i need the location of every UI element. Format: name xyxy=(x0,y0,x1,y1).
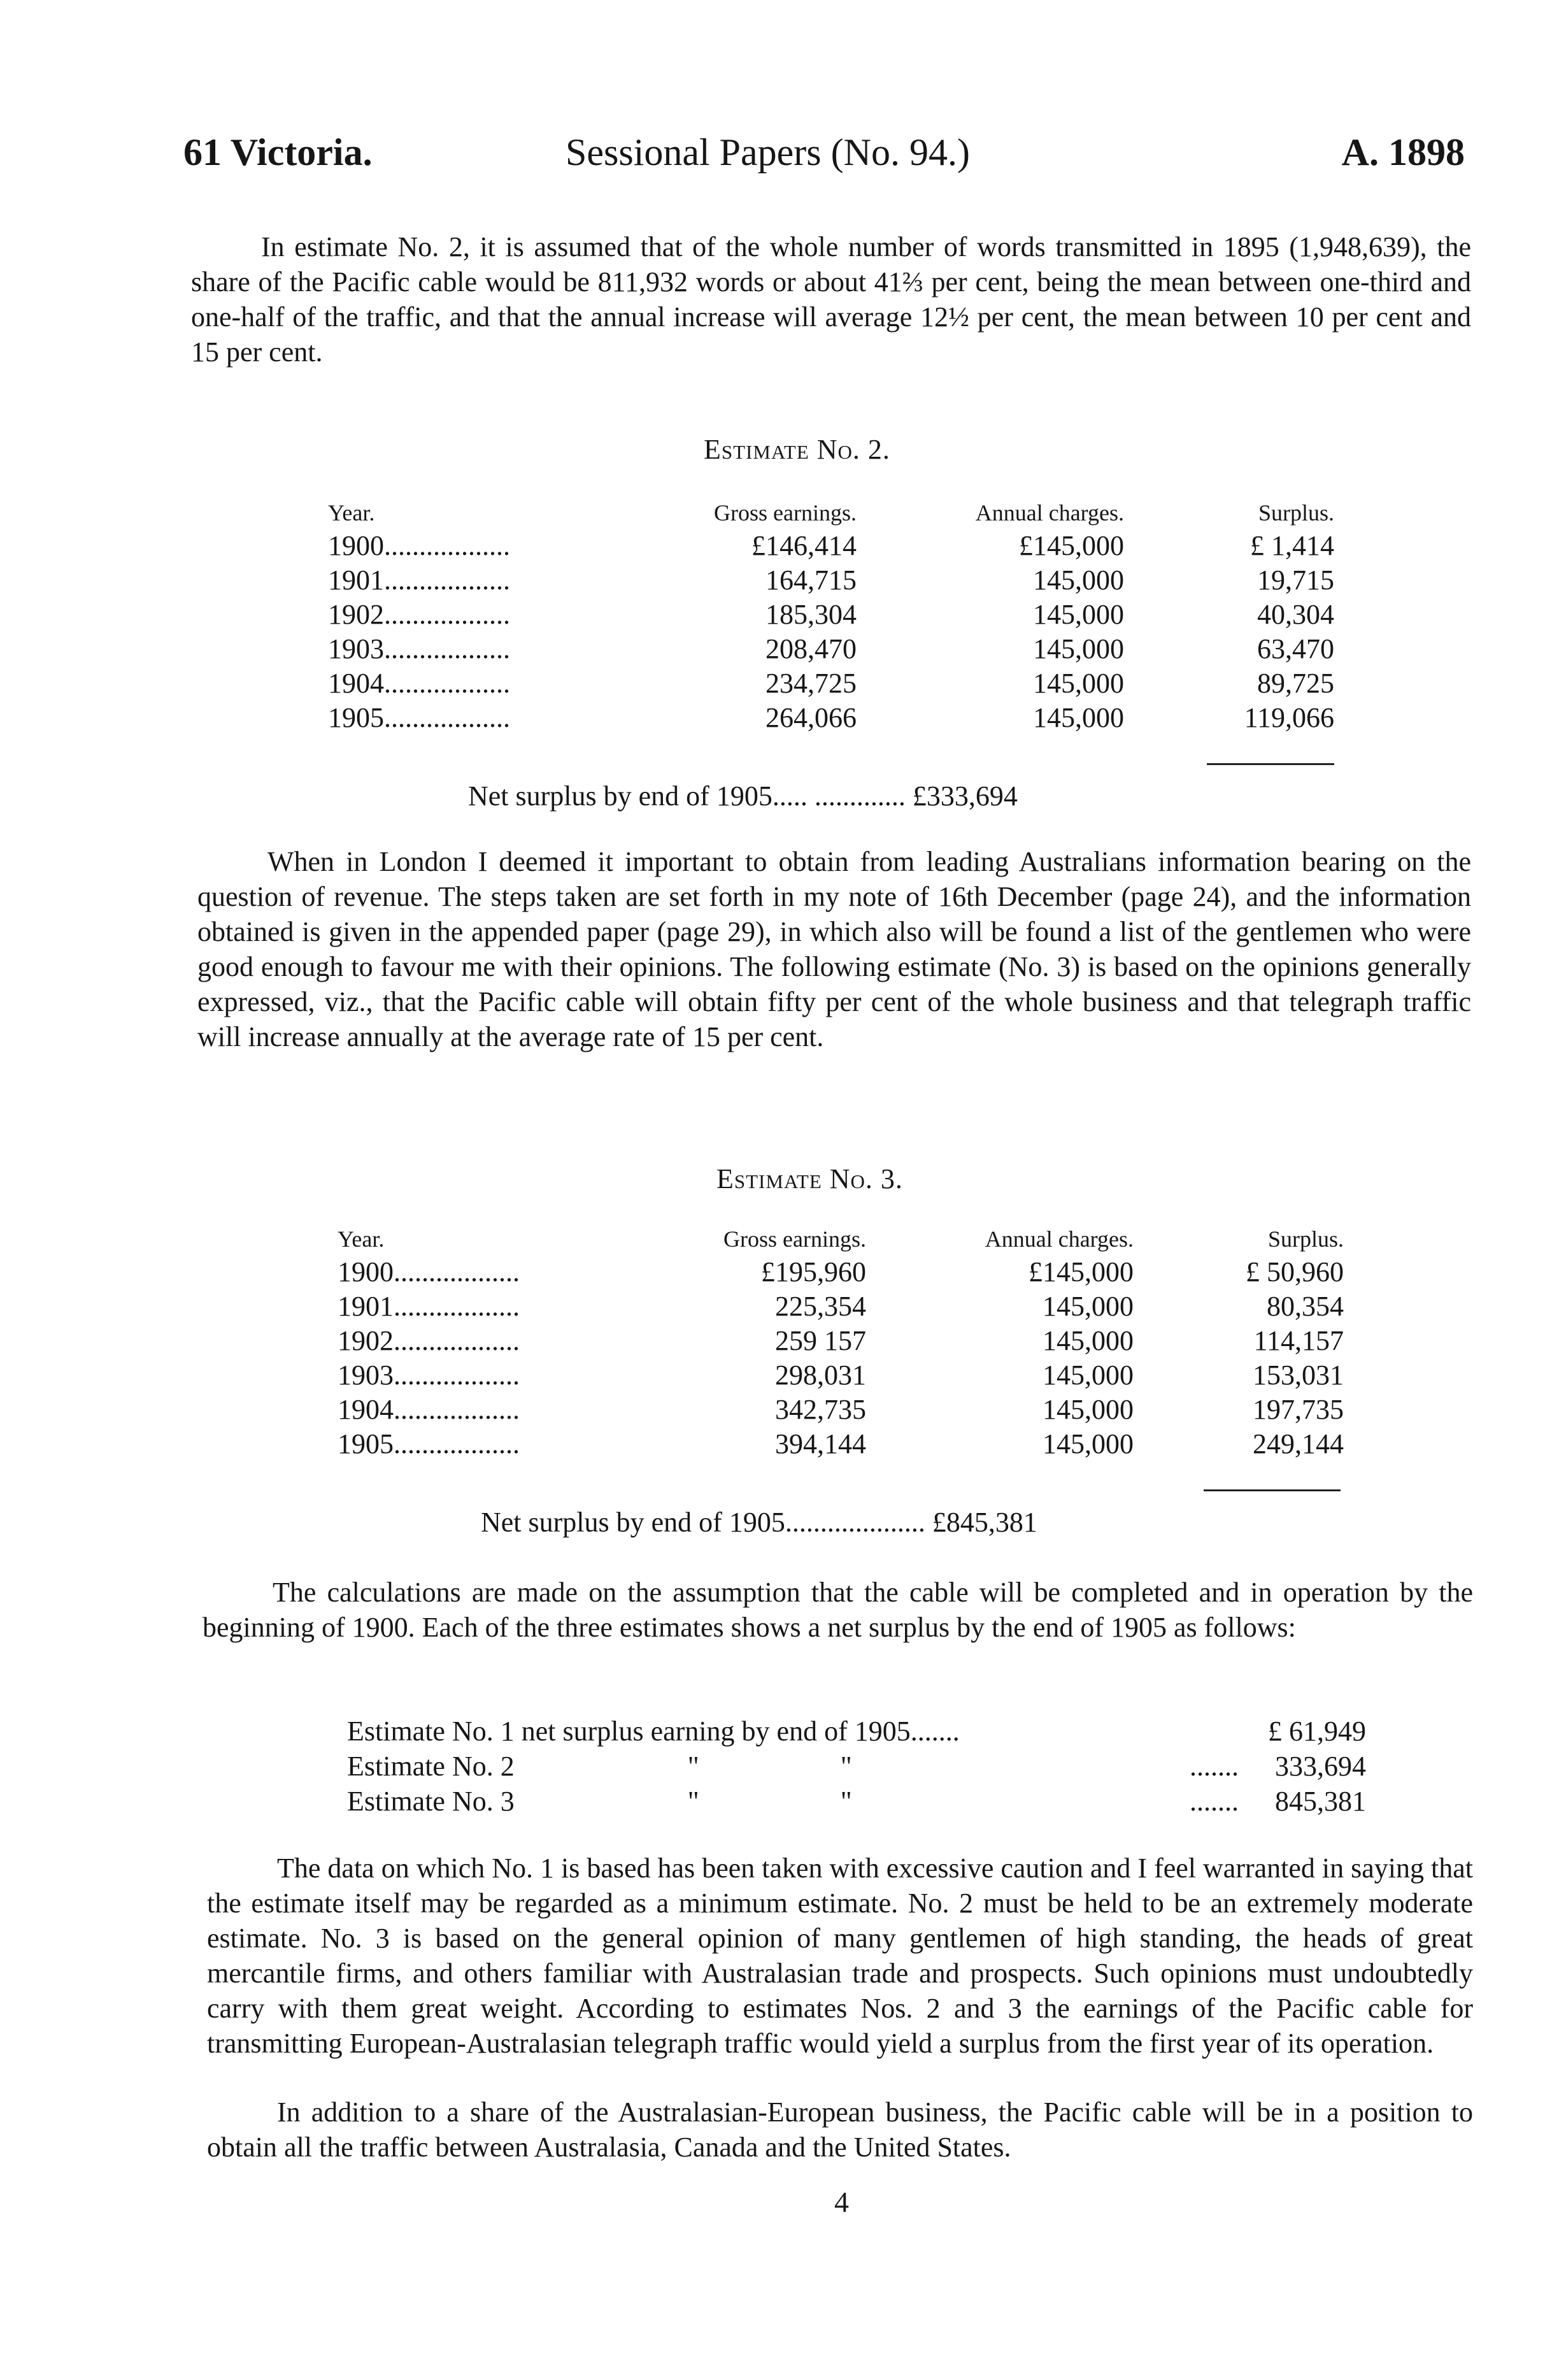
paragraph-calculations: The calculations are made on the assumption that the cable will be completed and in operation by the beginning of 1900. Each of the three estimates shows a net surplus by the end of 1905 as follows: xyxy=(203,1577,1473,1643)
gross-cell: 259 157 xyxy=(775,1325,866,1356)
gross-cell: 208,470 xyxy=(765,633,857,664)
year-cell: 1903 xyxy=(328,633,384,664)
table-row xyxy=(338,1289,1344,1324)
net-surplus-value: £845,381 xyxy=(932,1507,1037,1538)
gross-cell: 394,144 xyxy=(775,1428,866,1459)
estimate-2-title: Estimate No. 2. xyxy=(704,434,890,465)
estimate-3-table xyxy=(338,1223,1344,1461)
summary-row xyxy=(347,1714,1366,1749)
annual-cell: 145,000 xyxy=(1033,564,1124,596)
table-header-row xyxy=(338,1223,1344,1255)
table-row xyxy=(328,563,1334,598)
table-row xyxy=(338,1255,1344,1289)
net-surplus-value: £333,694 xyxy=(912,780,1018,812)
estimate-2-table xyxy=(328,497,1334,735)
dot-leader: .................. xyxy=(384,668,510,699)
column-header-gross: Gross earnings. xyxy=(723,1226,866,1252)
summary-label: Estimate No. 3 xyxy=(347,1786,515,1817)
sum-rule xyxy=(1207,763,1334,765)
estimate-2-net-surplus xyxy=(468,780,1018,812)
year-cell: 1901 xyxy=(328,564,384,596)
annual-cell: 145,000 xyxy=(1043,1394,1134,1425)
surplus-cell: 80,354 xyxy=(1267,1291,1344,1322)
surplus-cell: 19,715 xyxy=(1257,564,1334,596)
surplus-cell: 114,157 xyxy=(1253,1325,1344,1356)
table-row xyxy=(338,1427,1344,1461)
table-row xyxy=(328,666,1334,701)
dot-leader: .................. xyxy=(394,1325,520,1356)
annual-cell: 145,000 xyxy=(1043,1325,1134,1356)
summary-value: 845,381 xyxy=(1275,1786,1366,1817)
surplus-cell: £ 50,960 xyxy=(1246,1256,1344,1287)
dot-leader: .................. xyxy=(394,1291,520,1322)
year-cell: 1903 xyxy=(338,1359,394,1391)
column-header-surplus: Surplus. xyxy=(1267,1226,1344,1252)
year-cell: 1905 xyxy=(328,702,384,733)
surplus-cell: 40,304 xyxy=(1257,599,1334,630)
annual-cell: 145,000 xyxy=(1033,599,1124,630)
gross-cell: 164,715 xyxy=(765,564,857,596)
dot-leader: .................. xyxy=(384,702,510,733)
gross-cell: £195,960 xyxy=(761,1256,866,1287)
column-header-annual: Annual charges. xyxy=(975,500,1124,526)
gross-cell: 342,735 xyxy=(775,1394,866,1425)
table-row xyxy=(338,1324,1344,1358)
dot-leader: ..... ............. xyxy=(772,780,913,812)
header-year: A. 1898 xyxy=(1341,131,1465,173)
annual-cell: 145,000 xyxy=(1033,633,1124,664)
annual-cell: 145,000 xyxy=(1043,1428,1134,1459)
annual-cell: 145,000 xyxy=(1043,1291,1134,1322)
year-cell: 1905 xyxy=(338,1428,394,1459)
annual-cell: 145,000 xyxy=(1033,668,1124,699)
gross-cell: 264,066 xyxy=(765,702,857,733)
paragraph-london-information: When in London I deemed it important to obtain from leading Australians information bearing on the question of revenue. The steps taken are set forth in my note of 16th December (page 24), and the information obtained is given in the appended paper (page 29), in which also will be found a list of the gentlemen who were good enough to favour me with their opinions. The following estimate (No. 3) is based on the opinions generally expressed, viz., that the Pacific cable will obtain fifty per cent of the whole business and that telegraph traffic will increase annually at the average rate of 15 per cent. xyxy=(197,846,1471,1052)
table-row xyxy=(328,598,1334,632)
surplus-cell: 119,066 xyxy=(1244,702,1334,733)
summary-value: 333,694 xyxy=(1275,1751,1366,1782)
annual-cell: £145,000 xyxy=(1029,1256,1134,1287)
ditto-mark: " xyxy=(840,1786,852,1817)
gross-cell: £146,414 xyxy=(751,530,857,561)
estimate-3-net-surplus xyxy=(481,1506,1037,1538)
table-row xyxy=(328,529,1334,563)
surplus-cell: 63,470 xyxy=(1257,633,1334,664)
table-row xyxy=(338,1393,1344,1427)
column-header-year: Year. xyxy=(328,500,375,526)
ditto-mark: " xyxy=(687,1786,699,1817)
page-number: 4 xyxy=(834,2186,849,2218)
net-surplus-label: Net surplus by end of 1905 xyxy=(468,780,772,812)
ditto-mark: " xyxy=(840,1751,852,1782)
gross-cell: 225,354 xyxy=(775,1291,866,1322)
year-cell: 1901 xyxy=(338,1291,394,1322)
header-session: 61 Victoria. xyxy=(183,131,373,173)
summary-label: Estimate No. 1 net surplus earning by end of 1905 xyxy=(347,1716,911,1747)
year-cell: 1902 xyxy=(328,599,384,630)
gross-cell: 234,725 xyxy=(765,668,857,699)
dot-leader: .................... xyxy=(785,1507,932,1538)
dot-leader: ....... xyxy=(910,1716,960,1747)
table-row xyxy=(328,632,1334,666)
year-cell: 1904 xyxy=(338,1394,394,1425)
annual-cell: 145,000 xyxy=(1033,702,1124,733)
summary-row xyxy=(347,1784,1366,1819)
paragraph-additional-traffic: In addition to a share of the Australasian-European business, the Pacific cable will be in a position to obtain all the traffic between Australasia, Canada and the United States. xyxy=(207,2097,1473,2163)
paragraph-data-basis: The data on which No. 1 is based has been taken with excessive caution and I feel warranted in saying that the estimate itself may be regarded as a minimum estimate. No. 2 must be held to be an extremely moderate estimate. No. 3 is based on the general opinion of many gentlemen of high standing, the heads of great mercantile firms, and others familiar with Australasian trade and prospects. Such opinions must undoubtedly carry with them great weight. According to estimates Nos. 2 and 3 the earnings of the Pacific cable for transmitting European-Australasian telegraph traffic would yield a surplus from the first year of its operation. xyxy=(207,1853,1473,2059)
dot-leader: .................. xyxy=(394,1428,520,1459)
gross-cell: 298,031 xyxy=(775,1359,866,1391)
dot-leader: .................. xyxy=(394,1394,520,1425)
surplus-cell: 153,031 xyxy=(1253,1359,1344,1391)
dot-leader: .................. xyxy=(394,1359,520,1391)
gross-cell: 185,304 xyxy=(765,599,857,630)
surplus-cell: 197,735 xyxy=(1253,1394,1344,1425)
surplus-cell: 249,144 xyxy=(1253,1428,1344,1459)
summary-row xyxy=(347,1749,1366,1784)
year-cell: 1904 xyxy=(328,668,384,699)
dot-leader: .................. xyxy=(384,530,510,561)
dot-leader: ....... xyxy=(1190,1786,1239,1817)
estimate-3-title: Estimate No. 3. xyxy=(716,1163,903,1194)
paragraph-estimate-2-intro: In estimate No. 2, it is assumed that of the whole number of words transmitted in 1895 (1,948,639), the share of the Pacific cable would be 811,932 words or about 41⅔ per cent, being the mean between one-third and one-half of the traffic, and that the annual increase will average 12½ per cent, the mean between 10 per cent and 15 per cent. xyxy=(191,231,1471,368)
dot-leader: ....... xyxy=(1190,1751,1239,1782)
running-header xyxy=(183,131,1465,188)
annual-cell: 145,000 xyxy=(1043,1359,1134,1391)
table-header-row xyxy=(328,497,1334,529)
surplus-cell: 89,725 xyxy=(1257,668,1334,699)
ditto-mark: " xyxy=(687,1751,699,1782)
column-header-year: Year. xyxy=(338,1226,385,1252)
column-header-annual: Annual charges. xyxy=(985,1226,1134,1252)
annual-cell: £145,000 xyxy=(1019,530,1124,561)
dot-leader: .................. xyxy=(394,1256,520,1287)
summary-value: £ 61,949 xyxy=(1268,1716,1366,1747)
column-header-surplus: Surplus. xyxy=(1258,500,1334,526)
table-row xyxy=(338,1358,1344,1393)
summary-label: Estimate No. 2 xyxy=(347,1751,515,1782)
dot-leader: .................. xyxy=(384,633,510,664)
sum-rule xyxy=(1204,1489,1341,1491)
column-header-gross: Gross earnings. xyxy=(714,500,857,526)
surplus-cell: £ 1,414 xyxy=(1250,530,1334,561)
year-cell: 1902 xyxy=(338,1325,394,1356)
table-row xyxy=(328,701,1334,735)
dot-leader: .................. xyxy=(384,564,510,596)
year-cell: 1900 xyxy=(338,1256,394,1287)
net-surplus-label: Net surplus by end of 1905 xyxy=(481,1507,785,1538)
year-cell: 1900 xyxy=(328,530,384,561)
header-title: Sessional Papers (No. 94.) xyxy=(566,131,970,173)
estimates-summary xyxy=(347,1714,1366,1819)
dot-leader: .................. xyxy=(384,599,510,630)
